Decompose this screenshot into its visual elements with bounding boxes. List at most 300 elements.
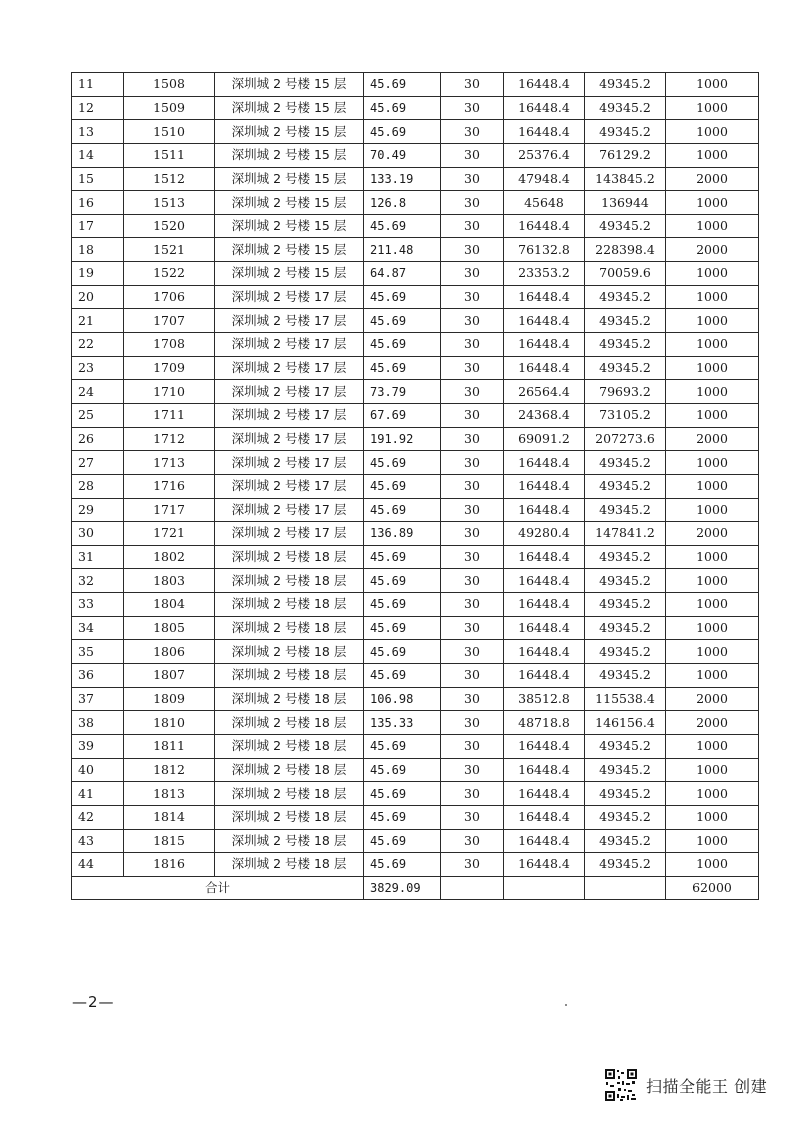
cell-room-number: 1813 <box>124 782 215 806</box>
table-row <box>72 427 759 451</box>
cell-row-number: 17 <box>72 214 124 238</box>
cell-area: 45.69 <box>364 120 441 144</box>
cell-total-rent: 228398.4 <box>585 238 666 262</box>
cell-area: 45.69 <box>364 96 441 120</box>
cell-total-rent: 143845.2 <box>585 167 666 191</box>
cell-area: 67.69 <box>364 403 441 427</box>
cell-deposit: 1000 <box>666 333 759 357</box>
cell-location: 深圳城 2 号楼 17 层 <box>215 427 364 451</box>
cell-total-rent: 79693.2 <box>585 380 666 404</box>
cell-annual-rent: 25376.4 <box>504 143 585 167</box>
table-row <box>72 191 759 215</box>
cell-deposit: 1000 <box>666 664 759 688</box>
cell-row-number: 33 <box>72 593 124 617</box>
cell-deposit: 1000 <box>666 96 759 120</box>
cell-row-number: 12 <box>72 96 124 120</box>
cell-row-number: 14 <box>72 143 124 167</box>
cell-row-number: 26 <box>72 427 124 451</box>
table-row <box>72 96 759 120</box>
cell-total-rent: 49345.2 <box>585 664 666 688</box>
cell-total-rent: 49345.2 <box>585 451 666 475</box>
cell-area: 135.33 <box>364 711 441 735</box>
scanner-watermark <box>604 1068 767 1102</box>
cell-room-number: 1806 <box>124 640 215 664</box>
cell-term-months: 30 <box>441 474 504 498</box>
table-row <box>72 522 759 546</box>
cell-room-number: 1811 <box>124 734 215 758</box>
cell-row-number: 34 <box>72 616 124 640</box>
cell-term-months: 30 <box>441 451 504 475</box>
cell-term-months: 30 <box>441 356 504 380</box>
cell-location: 深圳城 2 号楼 17 层 <box>215 285 364 309</box>
cell-row-number: 32 <box>72 569 124 593</box>
cell-room-number: 1812 <box>124 758 215 782</box>
cell-location: 深圳城 2 号楼 18 层 <box>215 853 364 877</box>
cell-area: 45.69 <box>364 805 441 829</box>
cell-deposit: 1000 <box>666 758 759 782</box>
cell-area: 45.69 <box>364 593 441 617</box>
cell-total-rent: 49345.2 <box>585 214 666 238</box>
cell-deposit: 2000 <box>666 711 759 735</box>
cell-annual-rent: 16448.4 <box>504 805 585 829</box>
cell-term-months: 30 <box>441 262 504 286</box>
summary-total <box>585 876 666 899</box>
table-row <box>72 569 759 593</box>
cell-room-number: 1804 <box>124 593 215 617</box>
table-row <box>72 593 759 617</box>
cell-row-number: 28 <box>72 474 124 498</box>
cell-room-number: 1803 <box>124 569 215 593</box>
cell-annual-rent: 16448.4 <box>504 498 585 522</box>
cell-location: 深圳城 2 号楼 17 层 <box>215 309 364 333</box>
cell-deposit: 1000 <box>666 593 759 617</box>
cell-term-months: 30 <box>441 120 504 144</box>
cell-room-number: 1513 <box>124 191 215 215</box>
cell-annual-rent: 49280.4 <box>504 522 585 546</box>
cell-annual-rent: 16448.4 <box>504 853 585 877</box>
table-row <box>72 805 759 829</box>
cell-deposit: 2000 <box>666 427 759 451</box>
cell-term-months: 30 <box>441 403 504 427</box>
cell-total-rent: 49345.2 <box>585 782 666 806</box>
cell-annual-rent: 23353.2 <box>504 262 585 286</box>
cell-total-rent: 49345.2 <box>585 309 666 333</box>
cell-annual-rent: 16448.4 <box>504 96 585 120</box>
cell-area: 45.69 <box>364 285 441 309</box>
cell-total-rent: 49345.2 <box>585 356 666 380</box>
cell-term-months: 30 <box>441 285 504 309</box>
cell-deposit: 1000 <box>666 191 759 215</box>
cell-row-number: 30 <box>72 522 124 546</box>
table-row <box>72 734 759 758</box>
cell-deposit: 1000 <box>666 474 759 498</box>
cell-area: 45.69 <box>364 451 441 475</box>
cell-term-months: 30 <box>441 214 504 238</box>
cell-room-number: 1512 <box>124 167 215 191</box>
cell-area: 211.48 <box>364 238 441 262</box>
cell-deposit: 2000 <box>666 687 759 711</box>
cell-annual-rent: 38512.8 <box>504 687 585 711</box>
cell-location: 深圳城 2 号楼 17 层 <box>215 474 364 498</box>
cell-row-number: 21 <box>72 309 124 333</box>
table-row <box>72 640 759 664</box>
cell-term-months: 30 <box>441 593 504 617</box>
table-row <box>72 451 759 475</box>
cell-total-rent: 49345.2 <box>585 758 666 782</box>
cell-row-number: 44 <box>72 853 124 877</box>
table-row <box>72 356 759 380</box>
cell-deposit: 1000 <box>666 380 759 404</box>
cell-room-number: 1521 <box>124 238 215 262</box>
cell-row-number: 19 <box>72 262 124 286</box>
cell-location: 深圳城 2 号楼 17 层 <box>215 498 364 522</box>
cell-term-months: 30 <box>441 143 504 167</box>
cell-location: 深圳城 2 号楼 18 层 <box>215 616 364 640</box>
cell-term-months: 30 <box>441 96 504 120</box>
cell-area: 126.8 <box>364 191 441 215</box>
cell-area: 45.69 <box>364 853 441 877</box>
cell-location: 深圳城 2 号楼 18 层 <box>215 782 364 806</box>
cell-deposit: 1000 <box>666 734 759 758</box>
cell-total-rent: 146156.4 <box>585 711 666 735</box>
cell-area: 45.69 <box>364 545 441 569</box>
document-table-container <box>71 72 759 900</box>
cell-area: 45.69 <box>364 73 441 97</box>
table-row <box>72 120 759 144</box>
table-row <box>72 238 759 262</box>
cell-row-number: 38 <box>72 711 124 735</box>
watermark-text: 扫描全能王 创建 <box>646 1076 768 1096</box>
cell-deposit: 1000 <box>666 285 759 309</box>
cell-row-number: 43 <box>72 829 124 853</box>
cell-annual-rent: 45648 <box>504 191 585 215</box>
cell-location: 深圳城 2 号楼 15 层 <box>215 262 364 286</box>
cell-total-rent: 49345.2 <box>585 120 666 144</box>
cell-deposit: 1000 <box>666 569 759 593</box>
cell-row-number: 23 <box>72 356 124 380</box>
cell-row-number: 15 <box>72 167 124 191</box>
cell-annual-rent: 26564.4 <box>504 380 585 404</box>
cell-location: 深圳城 2 号楼 17 层 <box>215 333 364 357</box>
cell-term-months: 30 <box>441 664 504 688</box>
cell-location: 深圳城 2 号楼 18 层 <box>215 758 364 782</box>
cell-row-number: 40 <box>72 758 124 782</box>
cell-deposit: 1000 <box>666 498 759 522</box>
cell-room-number: 1709 <box>124 356 215 380</box>
cell-row-number: 11 <box>72 73 124 97</box>
cell-deposit: 1000 <box>666 73 759 97</box>
table-row <box>72 309 759 333</box>
summary-deposit: 62000 <box>666 876 759 899</box>
cell-row-number: 13 <box>72 120 124 144</box>
cell-total-rent: 49345.2 <box>585 734 666 758</box>
cell-deposit: 1000 <box>666 853 759 877</box>
cell-room-number: 1511 <box>124 143 215 167</box>
cell-deposit: 2000 <box>666 167 759 191</box>
cell-total-rent: 49345.2 <box>585 829 666 853</box>
cell-location: 深圳城 2 号楼 18 层 <box>215 711 364 735</box>
cell-term-months: 30 <box>441 427 504 451</box>
table-row <box>72 498 759 522</box>
cell-annual-rent: 16448.4 <box>504 664 585 688</box>
summary-rent <box>504 876 585 899</box>
cell-annual-rent: 69091.2 <box>504 427 585 451</box>
cell-annual-rent: 16448.4 <box>504 782 585 806</box>
cell-term-months: 30 <box>441 522 504 546</box>
cell-room-number: 1807 <box>124 664 215 688</box>
cell-annual-rent: 16448.4 <box>504 356 585 380</box>
cell-annual-rent: 16448.4 <box>504 593 585 617</box>
cell-room-number: 1710 <box>124 380 215 404</box>
cell-annual-rent: 16448.4 <box>504 120 585 144</box>
table-row <box>72 73 759 97</box>
cell-term-months: 30 <box>441 333 504 357</box>
cell-room-number: 1713 <box>124 451 215 475</box>
cell-term-months: 30 <box>441 711 504 735</box>
cell-room-number: 1708 <box>124 333 215 357</box>
cell-term-months: 30 <box>441 380 504 404</box>
table-row <box>72 380 759 404</box>
cell-total-rent: 49345.2 <box>585 545 666 569</box>
cell-term-months: 30 <box>441 829 504 853</box>
page-number: —2— <box>72 993 115 1011</box>
summary-term <box>441 876 504 899</box>
cell-annual-rent: 16448.4 <box>504 451 585 475</box>
cell-total-rent: 147841.2 <box>585 522 666 546</box>
cell-area: 45.69 <box>364 758 441 782</box>
cell-location: 深圳城 2 号楼 17 层 <box>215 451 364 475</box>
cell-total-rent: 49345.2 <box>585 96 666 120</box>
cell-total-rent: 49345.2 <box>585 569 666 593</box>
cell-annual-rent: 16448.4 <box>504 734 585 758</box>
table-row <box>72 782 759 806</box>
cell-annual-rent: 16448.4 <box>504 758 585 782</box>
cell-annual-rent: 16448.4 <box>504 545 585 569</box>
cell-room-number: 1721 <box>124 522 215 546</box>
cell-total-rent: 49345.2 <box>585 498 666 522</box>
cell-area: 136.89 <box>364 522 441 546</box>
table-row <box>72 262 759 286</box>
scan-speck <box>565 1004 567 1006</box>
cell-location: 深圳城 2 号楼 18 层 <box>215 829 364 853</box>
cell-term-months: 30 <box>441 309 504 333</box>
cell-area: 45.69 <box>364 214 441 238</box>
cell-area: 45.69 <box>364 664 441 688</box>
cell-area: 45.69 <box>364 569 441 593</box>
cell-row-number: 20 <box>72 285 124 309</box>
cell-deposit: 1000 <box>666 616 759 640</box>
table-row <box>72 687 759 711</box>
cell-area: 133.19 <box>364 167 441 191</box>
cell-total-rent: 49345.2 <box>585 640 666 664</box>
summary-area: 3829.09 <box>364 876 441 899</box>
cell-term-months: 30 <box>441 640 504 664</box>
cell-term-months: 30 <box>441 238 504 262</box>
cell-annual-rent: 16448.4 <box>504 333 585 357</box>
cell-area: 45.69 <box>364 498 441 522</box>
cell-room-number: 1508 <box>124 73 215 97</box>
cell-room-number: 1712 <box>124 427 215 451</box>
cell-row-number: 31 <box>72 545 124 569</box>
cell-location: 深圳城 2 号楼 18 层 <box>215 640 364 664</box>
cell-location: 深圳城 2 号楼 15 层 <box>215 73 364 97</box>
cell-room-number: 1520 <box>124 214 215 238</box>
table-row <box>72 758 759 782</box>
cell-area: 45.69 <box>364 309 441 333</box>
cell-term-months: 30 <box>441 569 504 593</box>
cell-total-rent: 49345.2 <box>585 474 666 498</box>
cell-location: 深圳城 2 号楼 15 层 <box>215 120 364 144</box>
cell-deposit: 1000 <box>666 143 759 167</box>
cell-deposit: 1000 <box>666 120 759 144</box>
cell-location: 深圳城 2 号楼 15 层 <box>215 238 364 262</box>
summary-label: 合计 <box>72 876 364 899</box>
cell-deposit: 1000 <box>666 214 759 238</box>
cell-room-number: 1816 <box>124 853 215 877</box>
cell-area: 45.69 <box>364 640 441 664</box>
cell-row-number: 16 <box>72 191 124 215</box>
cell-location: 深圳城 2 号楼 15 层 <box>215 96 364 120</box>
table-row <box>72 711 759 735</box>
cell-area: 45.69 <box>364 474 441 498</box>
cell-room-number: 1810 <box>124 711 215 735</box>
table-row <box>72 403 759 427</box>
cell-deposit: 1000 <box>666 403 759 427</box>
cell-deposit: 1000 <box>666 829 759 853</box>
cell-row-number: 39 <box>72 734 124 758</box>
cell-total-rent: 115538.4 <box>585 687 666 711</box>
cell-area: 45.69 <box>364 356 441 380</box>
cell-row-number: 24 <box>72 380 124 404</box>
cell-room-number: 1805 <box>124 616 215 640</box>
rental-table-body <box>72 73 759 877</box>
cell-deposit: 1000 <box>666 545 759 569</box>
cell-room-number: 1814 <box>124 805 215 829</box>
cell-total-rent: 76129.2 <box>585 143 666 167</box>
cell-location: 深圳城 2 号楼 17 层 <box>215 356 364 380</box>
table-row <box>72 829 759 853</box>
cell-area: 73.79 <box>364 380 441 404</box>
cell-annual-rent: 16448.4 <box>504 829 585 853</box>
cell-row-number: 35 <box>72 640 124 664</box>
cell-row-number: 36 <box>72 664 124 688</box>
cell-annual-rent: 16448.4 <box>504 616 585 640</box>
cell-term-months: 30 <box>441 498 504 522</box>
cell-annual-rent: 76132.8 <box>504 238 585 262</box>
cell-room-number: 1802 <box>124 545 215 569</box>
cell-total-rent: 70059.6 <box>585 262 666 286</box>
cell-room-number: 1815 <box>124 829 215 853</box>
cell-room-number: 1809 <box>124 687 215 711</box>
cell-location: 深圳城 2 号楼 18 层 <box>215 545 364 569</box>
cell-area: 70.49 <box>364 143 441 167</box>
cell-location: 深圳城 2 号楼 18 层 <box>215 687 364 711</box>
cell-row-number: 22 <box>72 333 124 357</box>
table-row <box>72 167 759 191</box>
cell-term-months: 30 <box>441 687 504 711</box>
cell-deposit: 1000 <box>666 782 759 806</box>
cell-location: 深圳城 2 号楼 18 层 <box>215 805 364 829</box>
cell-total-rent: 49345.2 <box>585 73 666 97</box>
cell-location: 深圳城 2 号楼 15 层 <box>215 191 364 215</box>
cell-area: 106.98 <box>364 687 441 711</box>
cell-room-number: 1509 <box>124 96 215 120</box>
table-row <box>72 214 759 238</box>
cell-location: 深圳城 2 号楼 15 层 <box>215 143 364 167</box>
cell-annual-rent: 16448.4 <box>504 214 585 238</box>
cell-location: 深圳城 2 号楼 15 层 <box>215 167 364 191</box>
cell-row-number: 25 <box>72 403 124 427</box>
table-row <box>72 853 759 877</box>
cell-location: 深圳城 2 号楼 18 层 <box>215 593 364 617</box>
table-row <box>72 333 759 357</box>
cell-term-months: 30 <box>441 191 504 215</box>
cell-room-number: 1706 <box>124 285 215 309</box>
cell-annual-rent: 47948.4 <box>504 167 585 191</box>
cell-deposit: 1000 <box>666 356 759 380</box>
cell-area: 45.69 <box>364 333 441 357</box>
cell-room-number: 1711 <box>124 403 215 427</box>
cell-row-number: 18 <box>72 238 124 262</box>
cell-room-number: 1716 <box>124 474 215 498</box>
summary-row <box>72 876 759 899</box>
cell-annual-rent: 16448.4 <box>504 569 585 593</box>
cell-room-number: 1522 <box>124 262 215 286</box>
cell-total-rent: 136944 <box>585 191 666 215</box>
cell-total-rent: 49345.2 <box>585 805 666 829</box>
cell-row-number: 29 <box>72 498 124 522</box>
cell-total-rent: 49345.2 <box>585 616 666 640</box>
cell-deposit: 1000 <box>666 640 759 664</box>
cell-deposit: 2000 <box>666 238 759 262</box>
cell-total-rent: 207273.6 <box>585 427 666 451</box>
cell-location: 深圳城 2 号楼 18 层 <box>215 569 364 593</box>
cell-location: 深圳城 2 号楼 18 层 <box>215 664 364 688</box>
cell-deposit: 1000 <box>666 262 759 286</box>
cell-location: 深圳城 2 号楼 17 层 <box>215 380 364 404</box>
cell-deposit: 1000 <box>666 805 759 829</box>
cell-area: 45.69 <box>364 782 441 806</box>
cell-term-months: 30 <box>441 545 504 569</box>
cell-total-rent: 49345.2 <box>585 853 666 877</box>
table-row <box>72 545 759 569</box>
cell-annual-rent: 16448.4 <box>504 640 585 664</box>
cell-total-rent: 49345.2 <box>585 593 666 617</box>
table-row <box>72 664 759 688</box>
cell-room-number: 1510 <box>124 120 215 144</box>
cell-row-number: 41 <box>72 782 124 806</box>
cell-annual-rent: 16448.4 <box>504 73 585 97</box>
cell-term-months: 30 <box>441 167 504 191</box>
cell-total-rent: 49345.2 <box>585 333 666 357</box>
table-row <box>72 143 759 167</box>
cell-area: 191.92 <box>364 427 441 451</box>
cell-annual-rent: 16448.4 <box>504 474 585 498</box>
cell-area: 45.69 <box>364 616 441 640</box>
table-row <box>72 285 759 309</box>
cell-term-months: 30 <box>441 853 504 877</box>
cell-location: 深圳城 2 号楼 17 层 <box>215 522 364 546</box>
cell-term-months: 30 <box>441 616 504 640</box>
cell-location: 深圳城 2 号楼 17 层 <box>215 403 364 427</box>
cell-room-number: 1707 <box>124 309 215 333</box>
cell-row-number: 27 <box>72 451 124 475</box>
cell-deposit: 1000 <box>666 309 759 333</box>
cell-total-rent: 49345.2 <box>585 285 666 309</box>
cell-term-months: 30 <box>441 734 504 758</box>
cell-room-number: 1717 <box>124 498 215 522</box>
cell-row-number: 42 <box>72 805 124 829</box>
